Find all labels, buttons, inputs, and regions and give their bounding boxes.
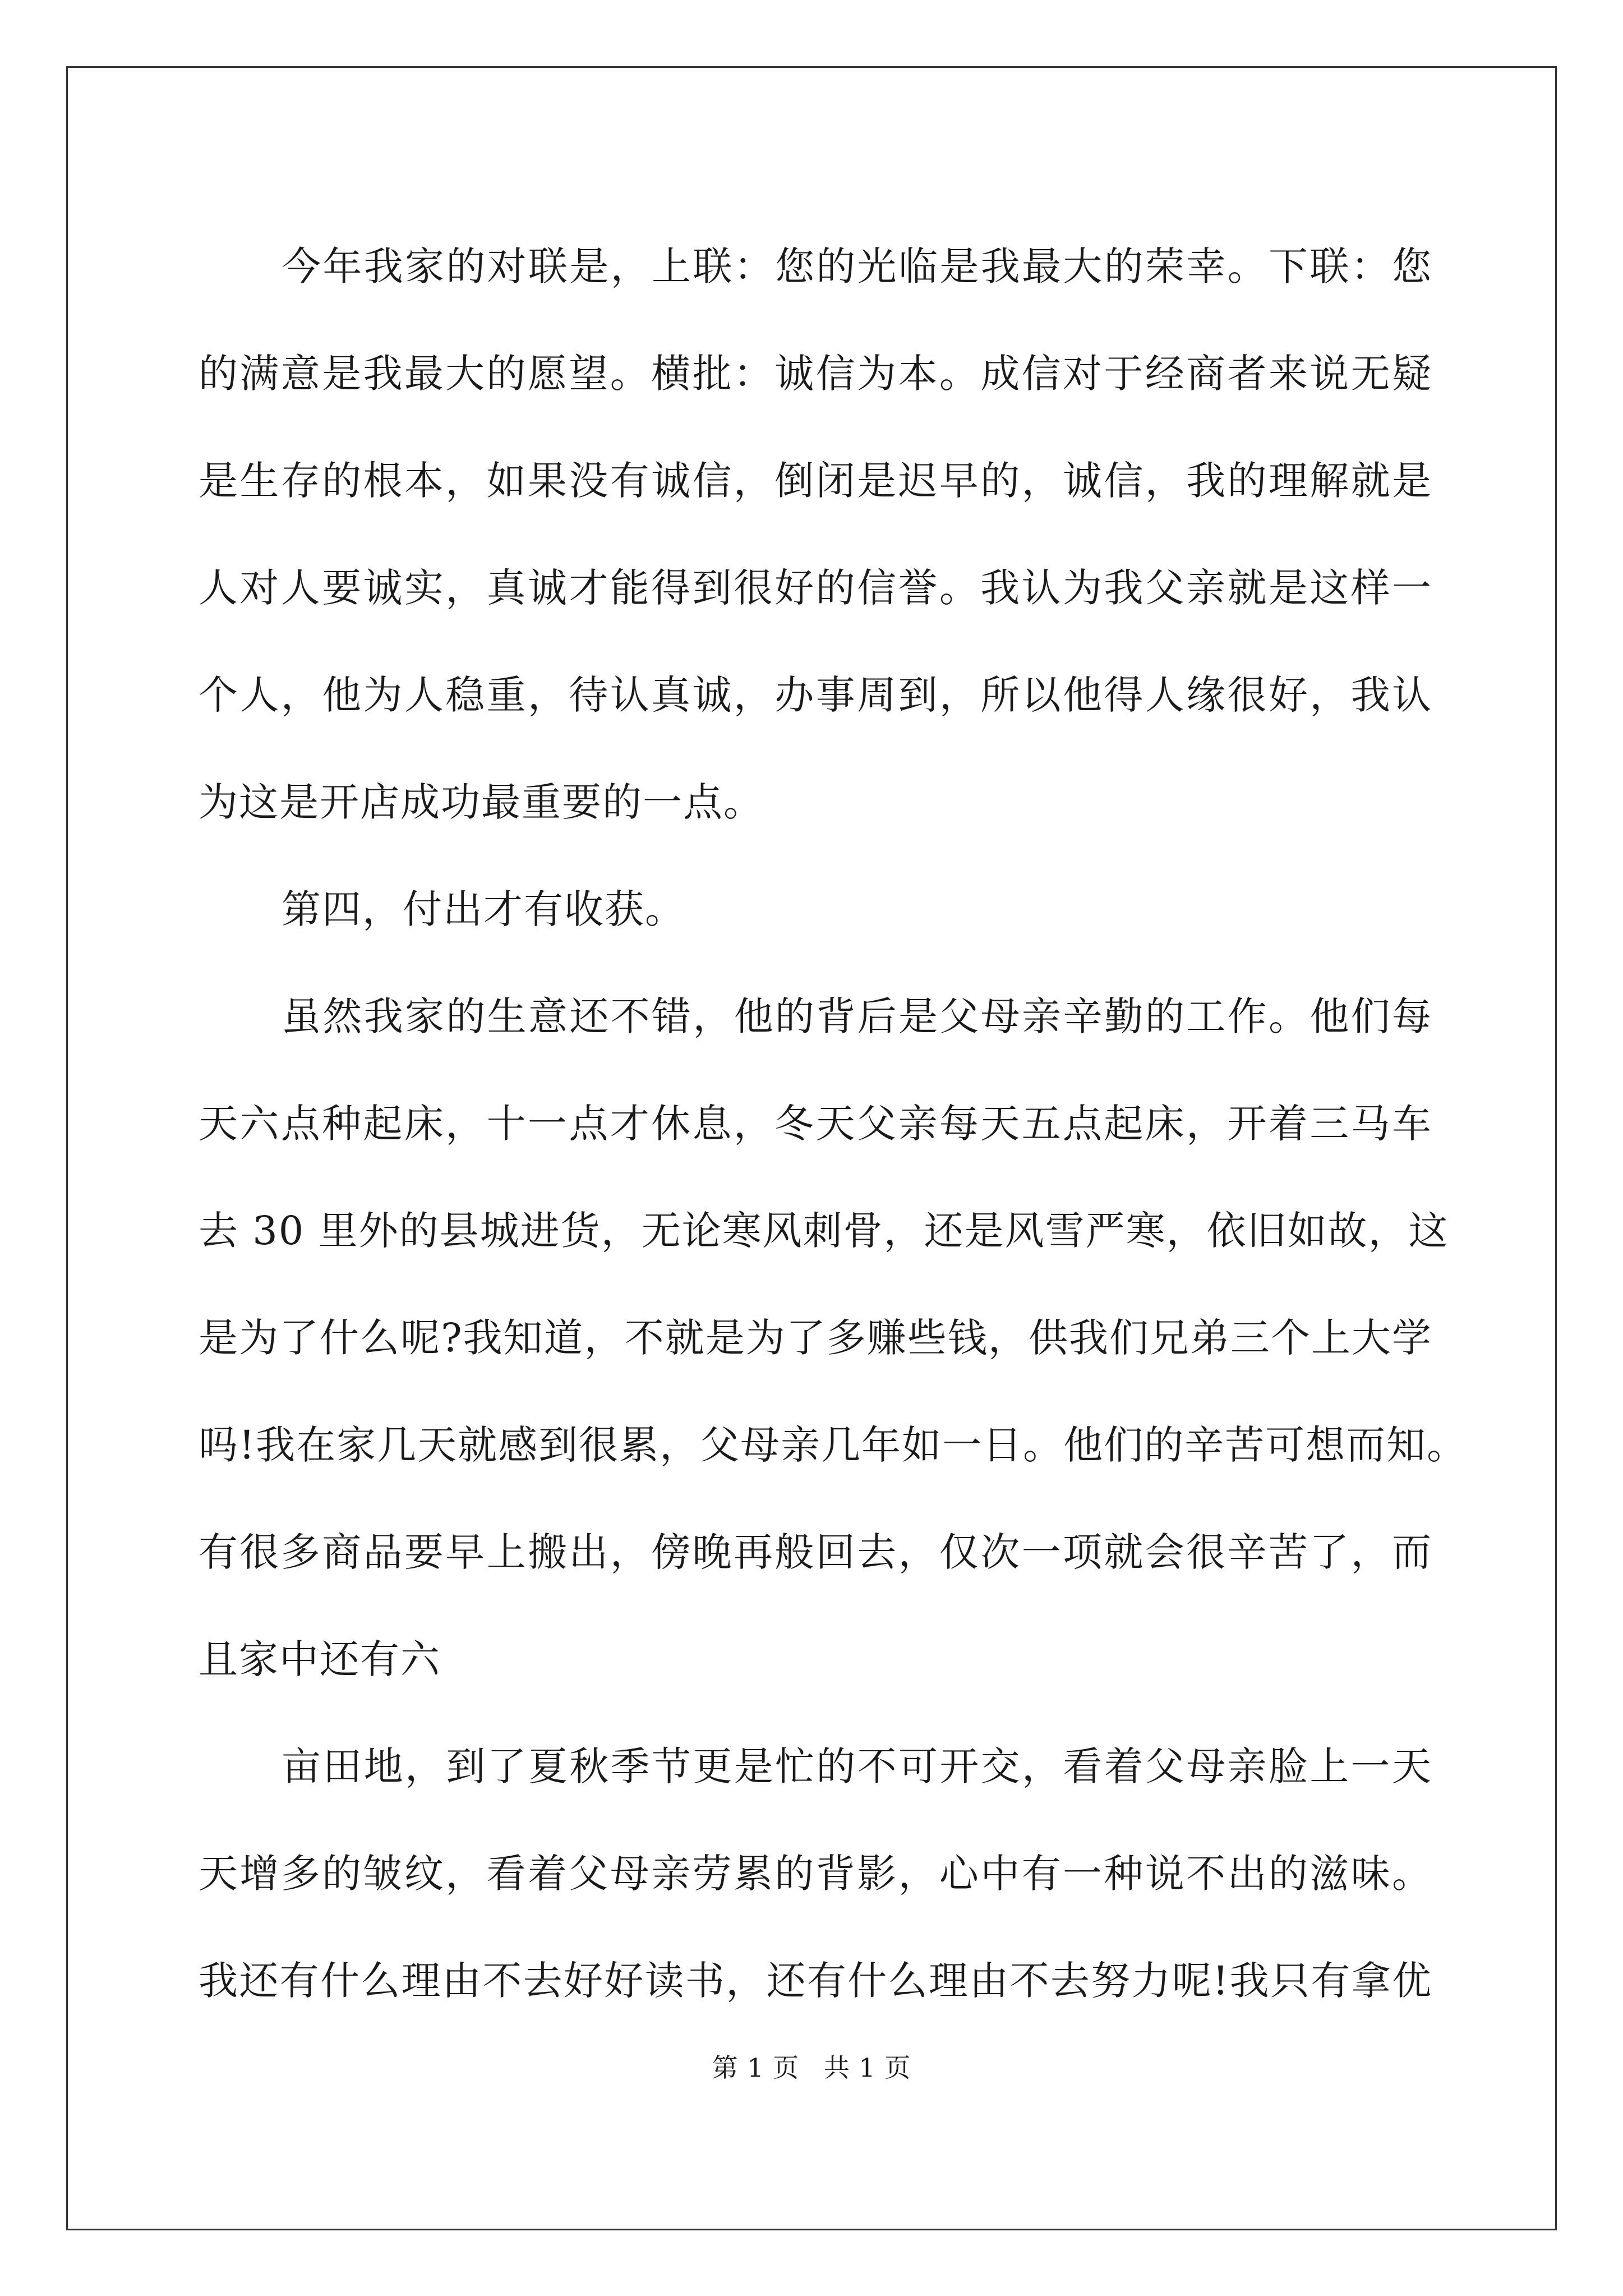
- page-total: 共 1 页: [823, 2053, 911, 2083]
- text-line: 且家中还有六: [199, 1636, 441, 1682]
- text-line: 个人，他为人稳重，待认真诚，办事周到，所以他得人缘很好，我认: [199, 672, 1432, 718]
- text-line: 是为了什么呢?我知道，不就是为了多赚些钱，供我们兄弟三个上大学: [199, 1315, 1432, 1361]
- paragraph-section-heading: [199, 856, 1432, 963]
- page-number: 第 1 页: [712, 2053, 800, 2083]
- text-line: 虽然我家的生意还不错，他的背后是父母亲辛勤的工作。他们每: [282, 993, 1432, 1039]
- text-line: 今年我家的对联是，上联：您的光临是我最大的荣幸。下联：您: [282, 243, 1432, 289]
- text-line: 亩田地，到了夏秋季节更是忙的不可开交，看着父母亲脸上一天: [282, 1743, 1432, 1789]
- text-line: 人对人要诚实，真诚才能得到很好的信誉。我认为我父亲就是这样一: [199, 565, 1432, 611]
- text-line: 是生存的根本，如果没有诚信，倒闭是迟早的，诚信，我的理解就是: [199, 458, 1432, 504]
- text-line: 为这是开店成功最重要的一点。: [199, 779, 764, 825]
- document-body: [199, 213, 1468, 2035]
- paragraph-couplet: [199, 213, 1432, 856]
- text-line: 有很多商品要早上搬出，傍晚再般回去，仅次一项就会很辛苦了，而: [199, 1529, 1432, 1575]
- page-footer: [0, 2047, 1623, 2085]
- text-line: 第四，付出才有收获。: [282, 886, 685, 932]
- text-line: 的满意是我最大的愿望。横批：诚信为本。成信对于经商者来说无疑: [199, 351, 1432, 397]
- paragraph-farmland: [199, 1713, 1432, 2035]
- text-line: 去 30 里外的县城进货，无论寒风刺骨，还是风雪严寒，依旧如故，这: [199, 1208, 1449, 1254]
- text-line: 天六点种起床，十一点才休息，冬天父亲每天五点起床，开着三马车: [199, 1101, 1432, 1147]
- text-line: 天增多的皱纹，看着父母亲劳累的背影，心中有一种说不出的滋味。: [199, 1851, 1432, 1897]
- paragraph-parents-work: [199, 963, 1468, 1713]
- text-line: 吗!我在家几天就感到很累，父母亲几年如一日。他们的辛苦可想而知。: [199, 1422, 1468, 1468]
- text-line: 我还有什么理由不去好好读书，还有什么理由不去努力呢!我只有拿优: [199, 1958, 1432, 2004]
